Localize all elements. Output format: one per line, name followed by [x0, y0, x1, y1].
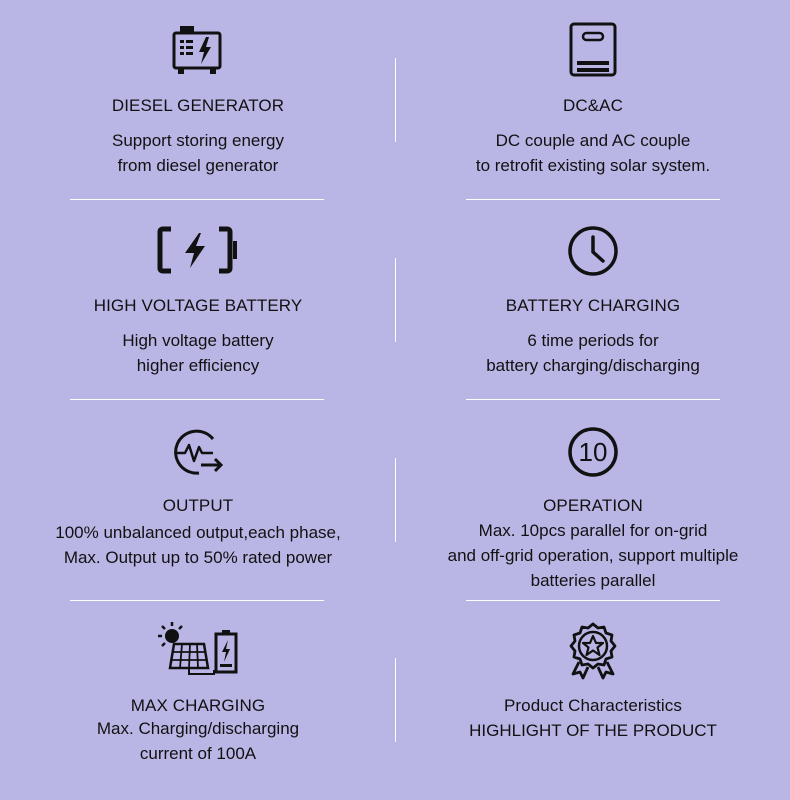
feature-description: Max. 10pcs parallel for on-grid and off-grid operation, support multiple batteries parallel	[447, 521, 739, 590]
feature-dc-ac	[436, 0, 750, 200]
feature-title: OPERATION	[543, 496, 643, 515]
column-divider	[395, 258, 396, 342]
feature-title: MAX CHARGING	[130, 696, 266, 715]
row-divider	[70, 199, 324, 200]
column-divider	[395, 458, 396, 542]
award-badge-icon	[565, 622, 621, 680]
feature-product-characteristics	[436, 600, 750, 800]
feature-diesel-generator	[40, 0, 356, 200]
feature-title: HIGH VOLTAGE BATTERY	[93, 296, 303, 315]
column-divider	[395, 658, 396, 742]
ten-circle-icon	[567, 426, 619, 478]
ten-label: 10	[578, 437, 608, 467]
feature-description: Support storing energy from diesel generator	[112, 131, 284, 175]
feature-description: 6 time periods for battery charging/discharging	[486, 331, 700, 375]
feature-title: OUTPUT	[162, 496, 234, 515]
feature-title: DIESEL GENERATOR	[111, 96, 285, 115]
feature-description: DC couple and AC couple to retrofit existing solar system.	[475, 131, 711, 175]
diesel-generator-icon	[170, 24, 226, 76]
feature-title: Product Characteristics	[503, 696, 683, 715]
row-divider	[70, 399, 324, 400]
row-divider	[466, 199, 720, 200]
clock-icon	[567, 225, 619, 277]
column-divider	[395, 58, 396, 142]
row-divider	[466, 399, 720, 400]
solar-battery-icon	[154, 622, 242, 678]
feature-high-voltage-battery	[40, 200, 356, 400]
feature-battery-charging	[436, 200, 750, 400]
feature-description: 100% unbalanced output,each phase, Max. Output up to 50% rated power	[55, 523, 341, 567]
row-divider	[70, 600, 324, 601]
inverter-device-icon	[567, 21, 619, 79]
battery-charging-icon	[157, 225, 239, 275]
pulse-output-icon	[171, 429, 225, 477]
feature-operation	[396, 400, 790, 600]
feature-max-charging	[40, 600, 356, 800]
feature-description: HIGHLIGHT OF THE PRODUCT	[469, 721, 717, 740]
feature-title: BATTERY CHARGING	[505, 296, 681, 315]
row-divider	[466, 600, 720, 601]
feature-output	[0, 400, 396, 600]
feature-description: High voltage battery higher efficiency	[122, 331, 274, 375]
feature-title: DC&AC	[562, 96, 623, 115]
feature-description: Max. Charging/discharging current of 100A	[96, 719, 300, 763]
